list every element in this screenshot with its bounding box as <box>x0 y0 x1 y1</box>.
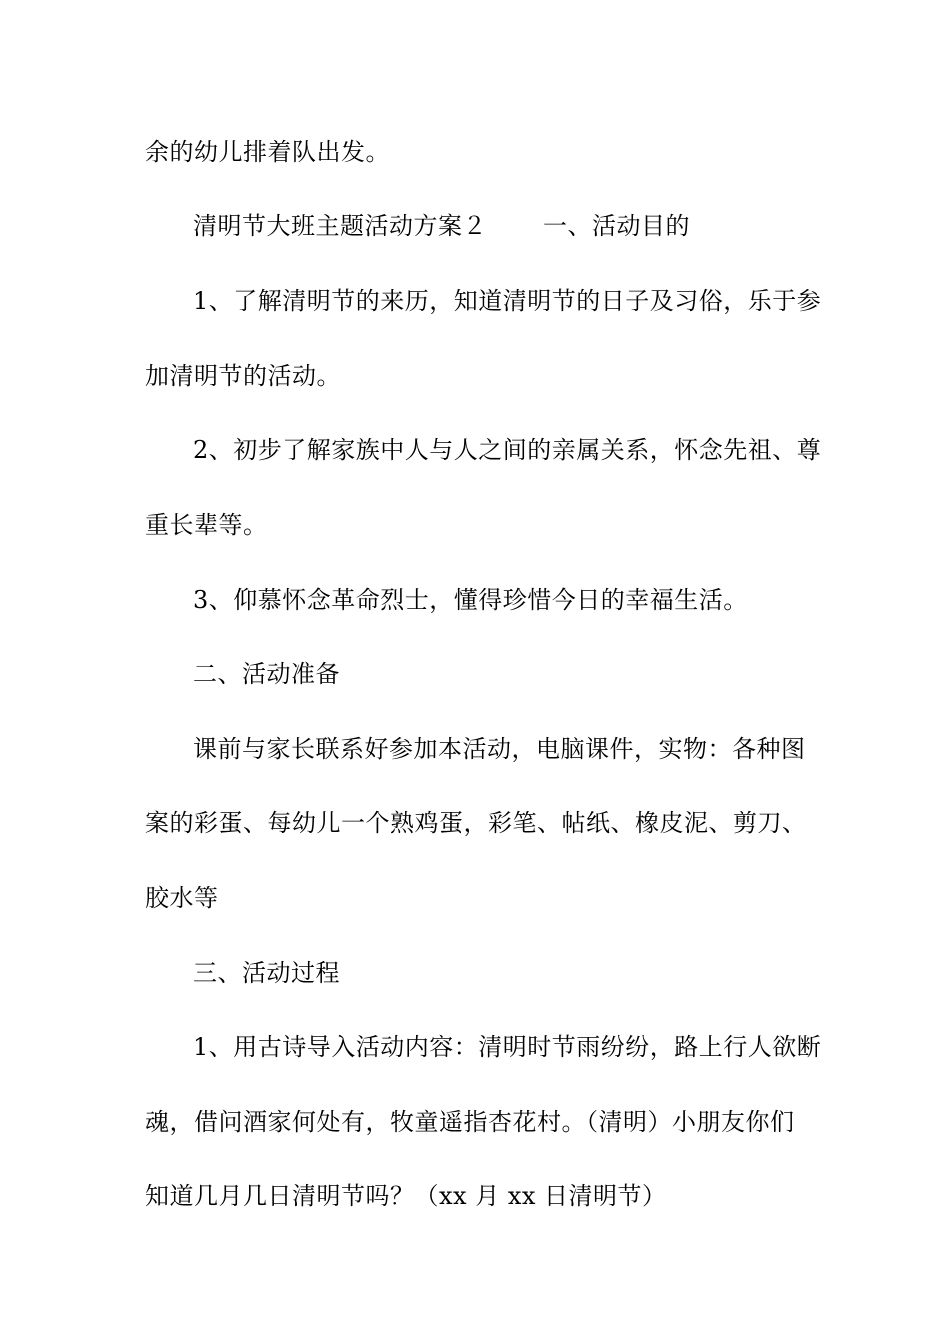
paragraph-line: 胶水等 <box>145 884 219 912</box>
paragraph-line: 2、初步了解家族中人与人之间的亲属关系，怀念先祖、尊 <box>193 436 822 464</box>
section-heading: 一、活动目的 <box>543 212 690 240</box>
paragraph-line: 余的幼儿排着队出发。 <box>145 138 390 166</box>
section-heading: 二、活动准备 <box>193 660 340 688</box>
paragraph-line: 1、用古诗导入活动内容：清明时节雨纷纷，路上行人欲断 <box>193 1033 822 1061</box>
paragraph-line: 案的彩蛋、每幼儿一个熟鸡蛋，彩笔、帖纸、橡皮泥、剪刀、 <box>145 809 807 837</box>
paragraph-line: 重长辈等。 <box>145 511 268 539</box>
plan-title: 清明节大班主题活动方案２ <box>193 212 487 240</box>
heading-line <box>193 211 858 241</box>
paragraph-line: 课前与家长联系好参加本活动，电脑课件，实物：各种图 <box>193 735 806 763</box>
section-heading: 三、活动过程 <box>193 959 340 987</box>
paragraph-line: 1、了解清明节的来历，知道清明节的日子及习俗，乐于参 <box>193 287 822 315</box>
paragraph-line: 魂，借问酒家何处有，牧童遥指杏花村。（清明）小朋友你们 <box>145 1108 795 1136</box>
paragraph-line: 加清明节的活动。 <box>145 362 341 390</box>
paragraph-line: 3、仰慕怀念革命烈士，懂得珍惜今日的幸福生活。 <box>193 586 748 614</box>
paragraph-line: 知道几月几日清明节吗？（xx 月 xx 日清明节） <box>145 1182 667 1210</box>
